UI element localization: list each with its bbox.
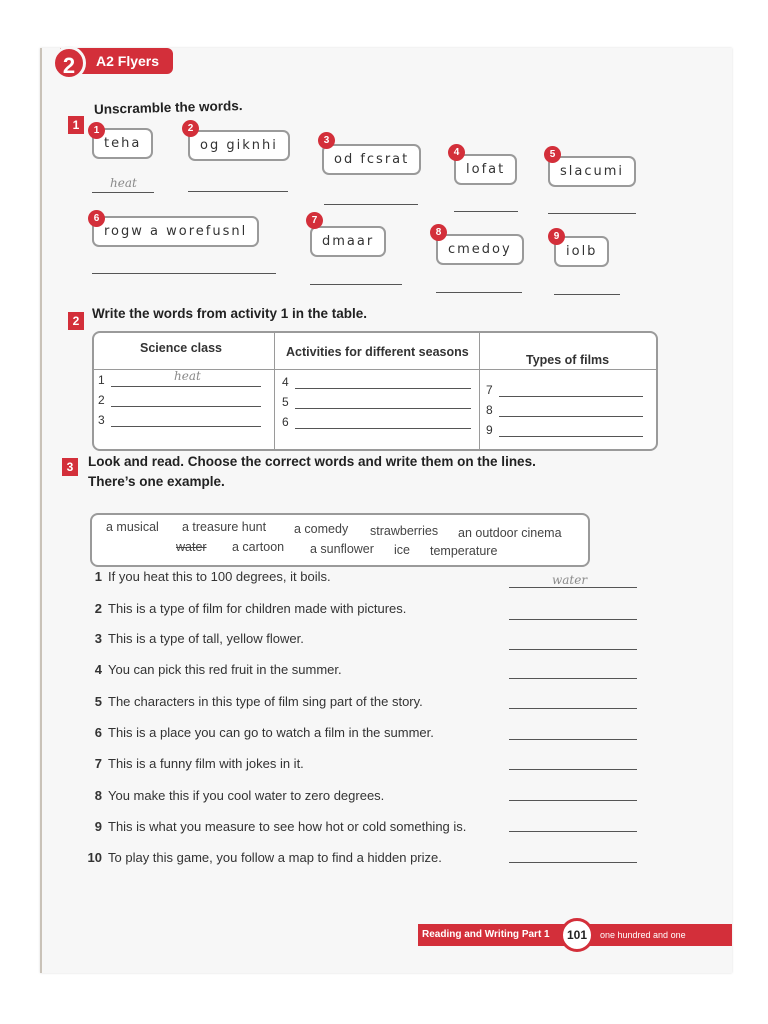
bank-word: ice [394,543,410,557]
answer-line[interactable] [436,292,522,293]
example-answer: heat [174,369,201,383]
table-row: 6 [282,415,471,429]
scrambled-word-box: cmedoy [436,234,524,265]
table-row: 3 [98,413,261,427]
answer-line[interactable] [548,213,636,214]
answer-line[interactable] [310,284,402,285]
item-number: 3 [318,132,335,149]
table-row: 1 [98,373,261,387]
example-answer: heat [110,176,137,190]
item-number: 8 [430,224,447,241]
answer-line[interactable] [324,204,418,205]
bank-word: a cartoon [232,540,285,554]
table-header: Science class [140,341,223,355]
question: 5 The characters in this type of film sing part of the story. [94,694,423,709]
answer-line[interactable] [554,294,620,295]
answer-line[interactable] [454,211,518,212]
activity-2-number: 2 [68,312,84,330]
item-number: 6 [88,210,105,227]
bank-word: an outdoor cinema [458,526,562,540]
footer-page-words: one hundred and one [600,930,686,940]
item-number: 2 [182,120,199,137]
scrambled-word-box: od fcsrat [322,144,421,175]
item-number: 7 [306,212,323,229]
scrambled-word-box: og giknhi [188,130,290,161]
item-number: 9 [548,228,565,245]
answer-line[interactable] [509,831,637,832]
question: 8 You make this if you cool water to zero degrees. [94,788,385,803]
table-header: Types of films [526,353,610,367]
table-row: 8 [486,403,643,417]
bank-word: a musical [106,520,159,534]
question: 4 You can pick this red fruit in the summer. [94,662,342,677]
answer-line[interactable] [509,649,637,650]
question: 7 This is a funny film with jokes in it. [94,756,304,771]
bank-word-crossed: water [176,540,207,554]
scrambled-word-box: dmaar [310,226,386,257]
activity-3-title: Look and read. Choose the correct words and write them on the lines. [88,454,536,469]
answer-line[interactable] [509,769,637,770]
activity-1-title: Unscramble the words. [93,98,243,117]
answer-line[interactable] [92,192,154,193]
activity-1-number: 1 [68,116,84,134]
answer-line[interactable] [188,191,288,192]
item-number: 5 [544,146,561,163]
question: 6 This is a place you can go to watch a film in the summer. [94,725,434,740]
level-title: A2 Flyers [60,48,173,74]
activity-3-number: 3 [62,458,78,476]
scrambled-word-box: lofat [454,154,517,185]
answer-line[interactable] [509,678,637,679]
table-row: 7 [486,383,643,397]
footer-section: Reading and Writing Part 1 [422,929,550,940]
table-row: 5 [282,395,471,409]
page-number: 101 [560,918,594,952]
bank-word: a comedy [294,522,349,536]
bank-word: temperature [430,544,498,558]
scrambled-word-box: teha [92,128,153,159]
word-bank [90,513,590,567]
answer-line[interactable] [509,800,637,801]
worksheet-page [40,48,732,973]
bank-word: a sunflower [310,542,374,556]
scrambled-word-box: slacumi [548,156,636,187]
question: 9 This is what you measure to see how hot or cold something is. [94,819,467,834]
table-row: 4 [282,375,471,389]
example-answer: water [552,573,588,587]
answer-line[interactable] [509,708,637,709]
level-badge: 2 [52,46,86,80]
question: 10 To play this game, you follow a map to find a hidden prize. [87,850,442,865]
table-header: Activities for different seasons [286,345,469,359]
answer-line[interactable] [509,862,637,863]
word-table [92,331,658,451]
bank-word: strawberries [370,524,439,538]
question: 3 This is a type of tall, yellow flower. [94,631,304,646]
bank-word: a treasure hunt [182,520,267,534]
answer-line[interactable] [509,587,637,588]
question: 2 This is a type of film for children made with pictures. [94,601,407,616]
answer-line[interactable] [509,619,637,620]
question: 1 If you heat this to 100 degrees, it boils. [94,569,331,584]
answer-line[interactable] [92,273,276,274]
activity-2-title: Write the words from activity 1 in the table. [92,306,368,321]
table-row: 9 [486,423,643,437]
item-number: 1 [88,122,105,139]
item-number: 4 [448,144,465,161]
table-row: 2 [98,393,261,407]
scrambled-word-box: rogw a worefusnl [92,216,259,247]
activity-3-title-line2: There’s one example. [88,474,225,489]
scrambled-word-box: iolb [554,236,609,267]
answer-line[interactable] [509,739,637,740]
